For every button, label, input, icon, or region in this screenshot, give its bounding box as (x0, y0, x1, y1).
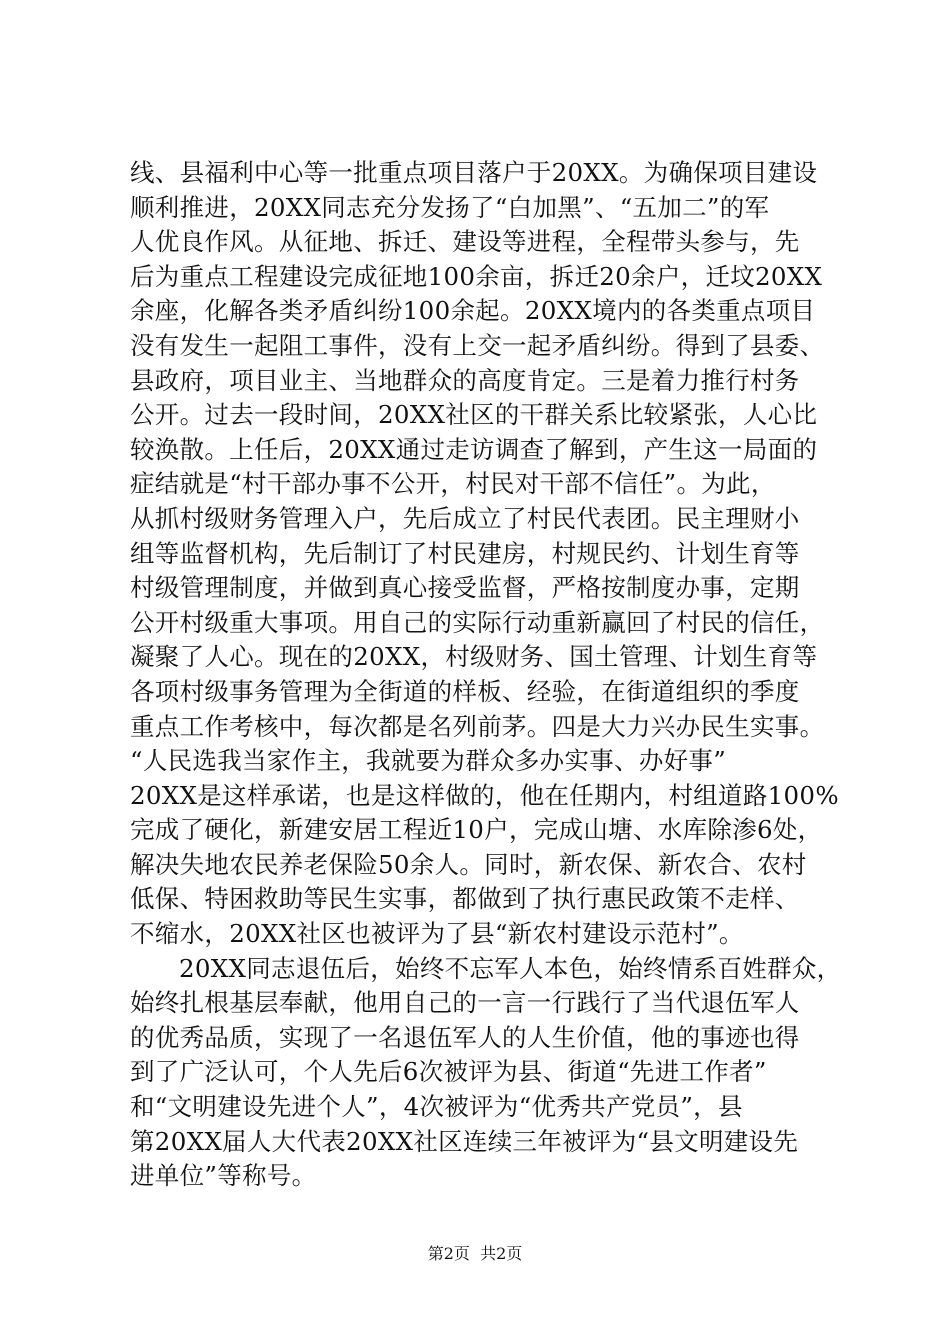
text-line: 村级管理制度，并做到真心接受监督，严格按制度办事，定期 (130, 573, 800, 603)
text-line: 组等监督机构，先后制订了村民建房，村规民约、计划生育等 (130, 538, 800, 568)
text-line: 进单位”等称号。 (130, 1161, 317, 1191)
text-line: 各项村级事务管理为全街道的样板、经验，在街道组织的季度 (130, 676, 800, 706)
text-line: 县政府，项目业主、当地群众的高度肯定。三是着力推行村务 (130, 365, 800, 395)
text-line: 后为重点工程建设完成征地100余亩，拆迁20余户，迁坟20XX (130, 261, 823, 291)
paragraph-start-line: 20XX同志退伍后，始终不忘军人本色，始终情系百姓群众， (179, 953, 842, 983)
text-line: 症结就是“村干部办事不公开，村民对干部不信任”。为此， (130, 469, 776, 499)
text-line: 线、县福利中心等一批重点项目落户于20XX。为确保项目建设 (130, 158, 818, 187)
text-line: 和“文明建设先进个人”，4次被评为“优秀共产党员”，县 (130, 1092, 743, 1122)
text-line: 公开村级重大事项。用自己的实际行动重新赢回了村民的信任， (130, 607, 825, 637)
text-line: 较涣散。上任后，20XX通过走访调查了解到，产生这一局面的 (130, 434, 818, 464)
document-body (130, 156, 842, 1194)
text-line: 没有发生一起阻工事件，没有上交一起矛盾纠纷。得到了县委、 (130, 330, 825, 360)
text-line: 人优良作风。从征地、拆迁、建设等进程，全程带头参与，先 (130, 227, 800, 257)
text-line: 不缩水，20XX社区也被评为了县“新农村建设示范村”。 (130, 919, 744, 949)
text-line: 解决失地农民养老保险50余人。同时，新农保、新农合、农村 (130, 849, 807, 879)
text-line: 第20XX届人大代表20XX社区连续三年被评为“县文明建设先 (130, 1126, 799, 1156)
text-line: 从抓村级财务管理入户，先后成立了村民代表团。民主理财小 (130, 503, 800, 533)
page-footer (0, 1243, 950, 1265)
text-line: 始终扎根基层奉献，他用自己的一言一行践行了当代退伍军人 (130, 988, 800, 1018)
text-line: 到了广泛认可，个人先后6次被评为县、街道“先进工作者” (130, 1057, 767, 1087)
text-line: “人民选我当家作主，我就要为群众多办实事、办好事” (130, 746, 727, 776)
text-line: 低保、特困救助等民生实事，都做到了执行惠民政策不走样、 (130, 884, 800, 914)
text-line: 余座，化解各类矛盾纠纷100余起。20XX境内的各类重点项目 (130, 296, 816, 326)
page-number-label: 第2页 共2页 (427, 1244, 523, 1263)
text-line: 20XX是这样承诺，也是这样做的，他在任期内，村组道路100% (130, 780, 839, 810)
text-line: 凝聚了人心。现在的20XX，村级财务、国土管理、计划生育等 (130, 642, 818, 672)
text-line: 的优秀品质，实现了一名退伍军人的人生价值，他的事迹也得 (130, 1022, 800, 1052)
text-line: 顺利推进，20XX同志充分发扬了“白加黑”、“五加二”的军 (130, 192, 770, 222)
text-line: 完成了硬化，新建安居工程近10户，完成山塘、水库除渗6处， (130, 815, 823, 845)
text-line: 公开。过去一段时间，20XX社区的干群关系比较紧张，人心比 (130, 400, 818, 430)
text-line: 重点工作考核中，每次都是名列前茅。四是大力兴办民生实事。 (130, 711, 825, 741)
